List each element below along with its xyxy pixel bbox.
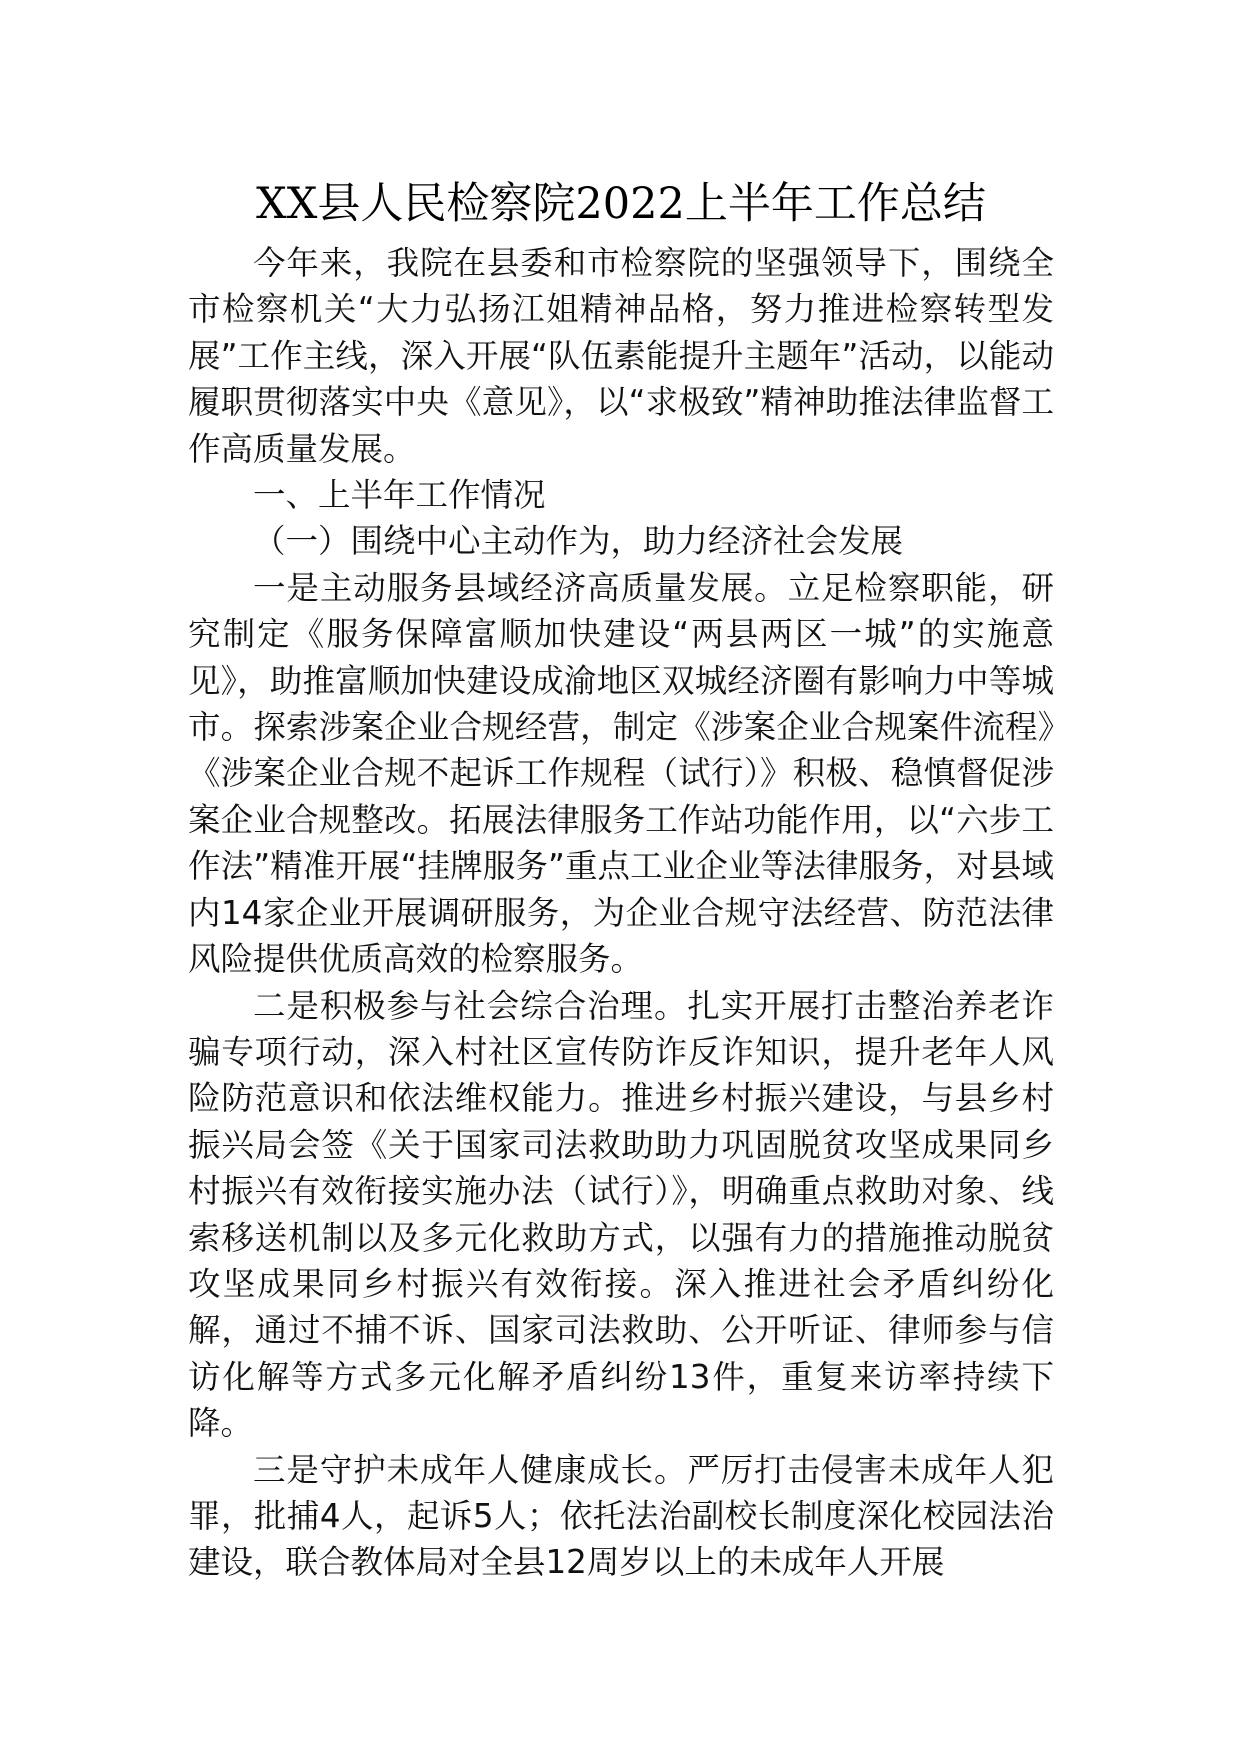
body-paragraph-governance: 二是积极参与社会综合治理。扎实开展打击整治养老诈骗专项行动，深入村社区宣传防诈反诈知识，提升老年人风险防范意识和依法维权能力。推进乡村振兴建设，与县乡村振兴局会签《关于国家司法救助助力巩固脱贫攻坚成果同乡村振兴有效衔接实施办法（试行）》，明确重点救助对象、线索移送机制以及多元化救助方式，以强有力的措施推动脱贫攻坚成果同乡村振兴有效衔接。深入推进社会矛盾纠纷化解，通过不捕不诉、国家司法救助、公开听证、律师参与信访化解等方式多元化解矛盾纠纷13件，重复来访率持续下降。 <box>188 986 1054 1443</box>
body-paragraph-economy: 一是主动服务县域经济高质量发展。立足检察职能，研究制定《服务保障富顺加快建设“两县两区一城”的实施意见》，助推富顺加快建设成渝地区双城经济圈有影响力中等城市。探索涉案企业合规经营，制定《涉案企业合规案件流程》《涉案企业合规不起诉工作规程（试行）》积极、稳慎督促涉案企业合规整改。拓展法律服务工作站功能作用，以“六步工作法”精准开展“挂牌服务”重点工业企业等法律服务，对县域内14家企业开展调研服务，为企业合规守法经营、防范法律风险提供优质高效的检察服务。 <box>188 568 1054 979</box>
subsection-heading: （一）围绕中心主动作为，助力经济社会发展 <box>253 522 904 561</box>
section-heading: 一、上半年工作情况 <box>253 476 546 515</box>
intro-paragraph: 今年来，我院在县委和市检察院的坚强领导下，围绕全市检察机关“大力弘扬江姐精神品格，努力推进检察转型发展”工作主线，深入开展“队伍素能提升主题年”活动，以能动履职贯彻落实中央《意见》，以“求极致”精神助推法律监督工作高质量发展。 <box>188 244 1054 468</box>
document-page <box>188 168 1054 1586</box>
body-paragraph-minors: 三是守护未成年人健康成长。严厉打击侵害未成年人犯罪，批捕4人，起诉5人；依托法治副校长制度深化校园法治建设，联合教体局对全县12周岁以上的未成年人开展 <box>188 1450 1054 1582</box>
document-title: XX县人民检察院2022上半年工作总结 <box>256 179 986 229</box>
